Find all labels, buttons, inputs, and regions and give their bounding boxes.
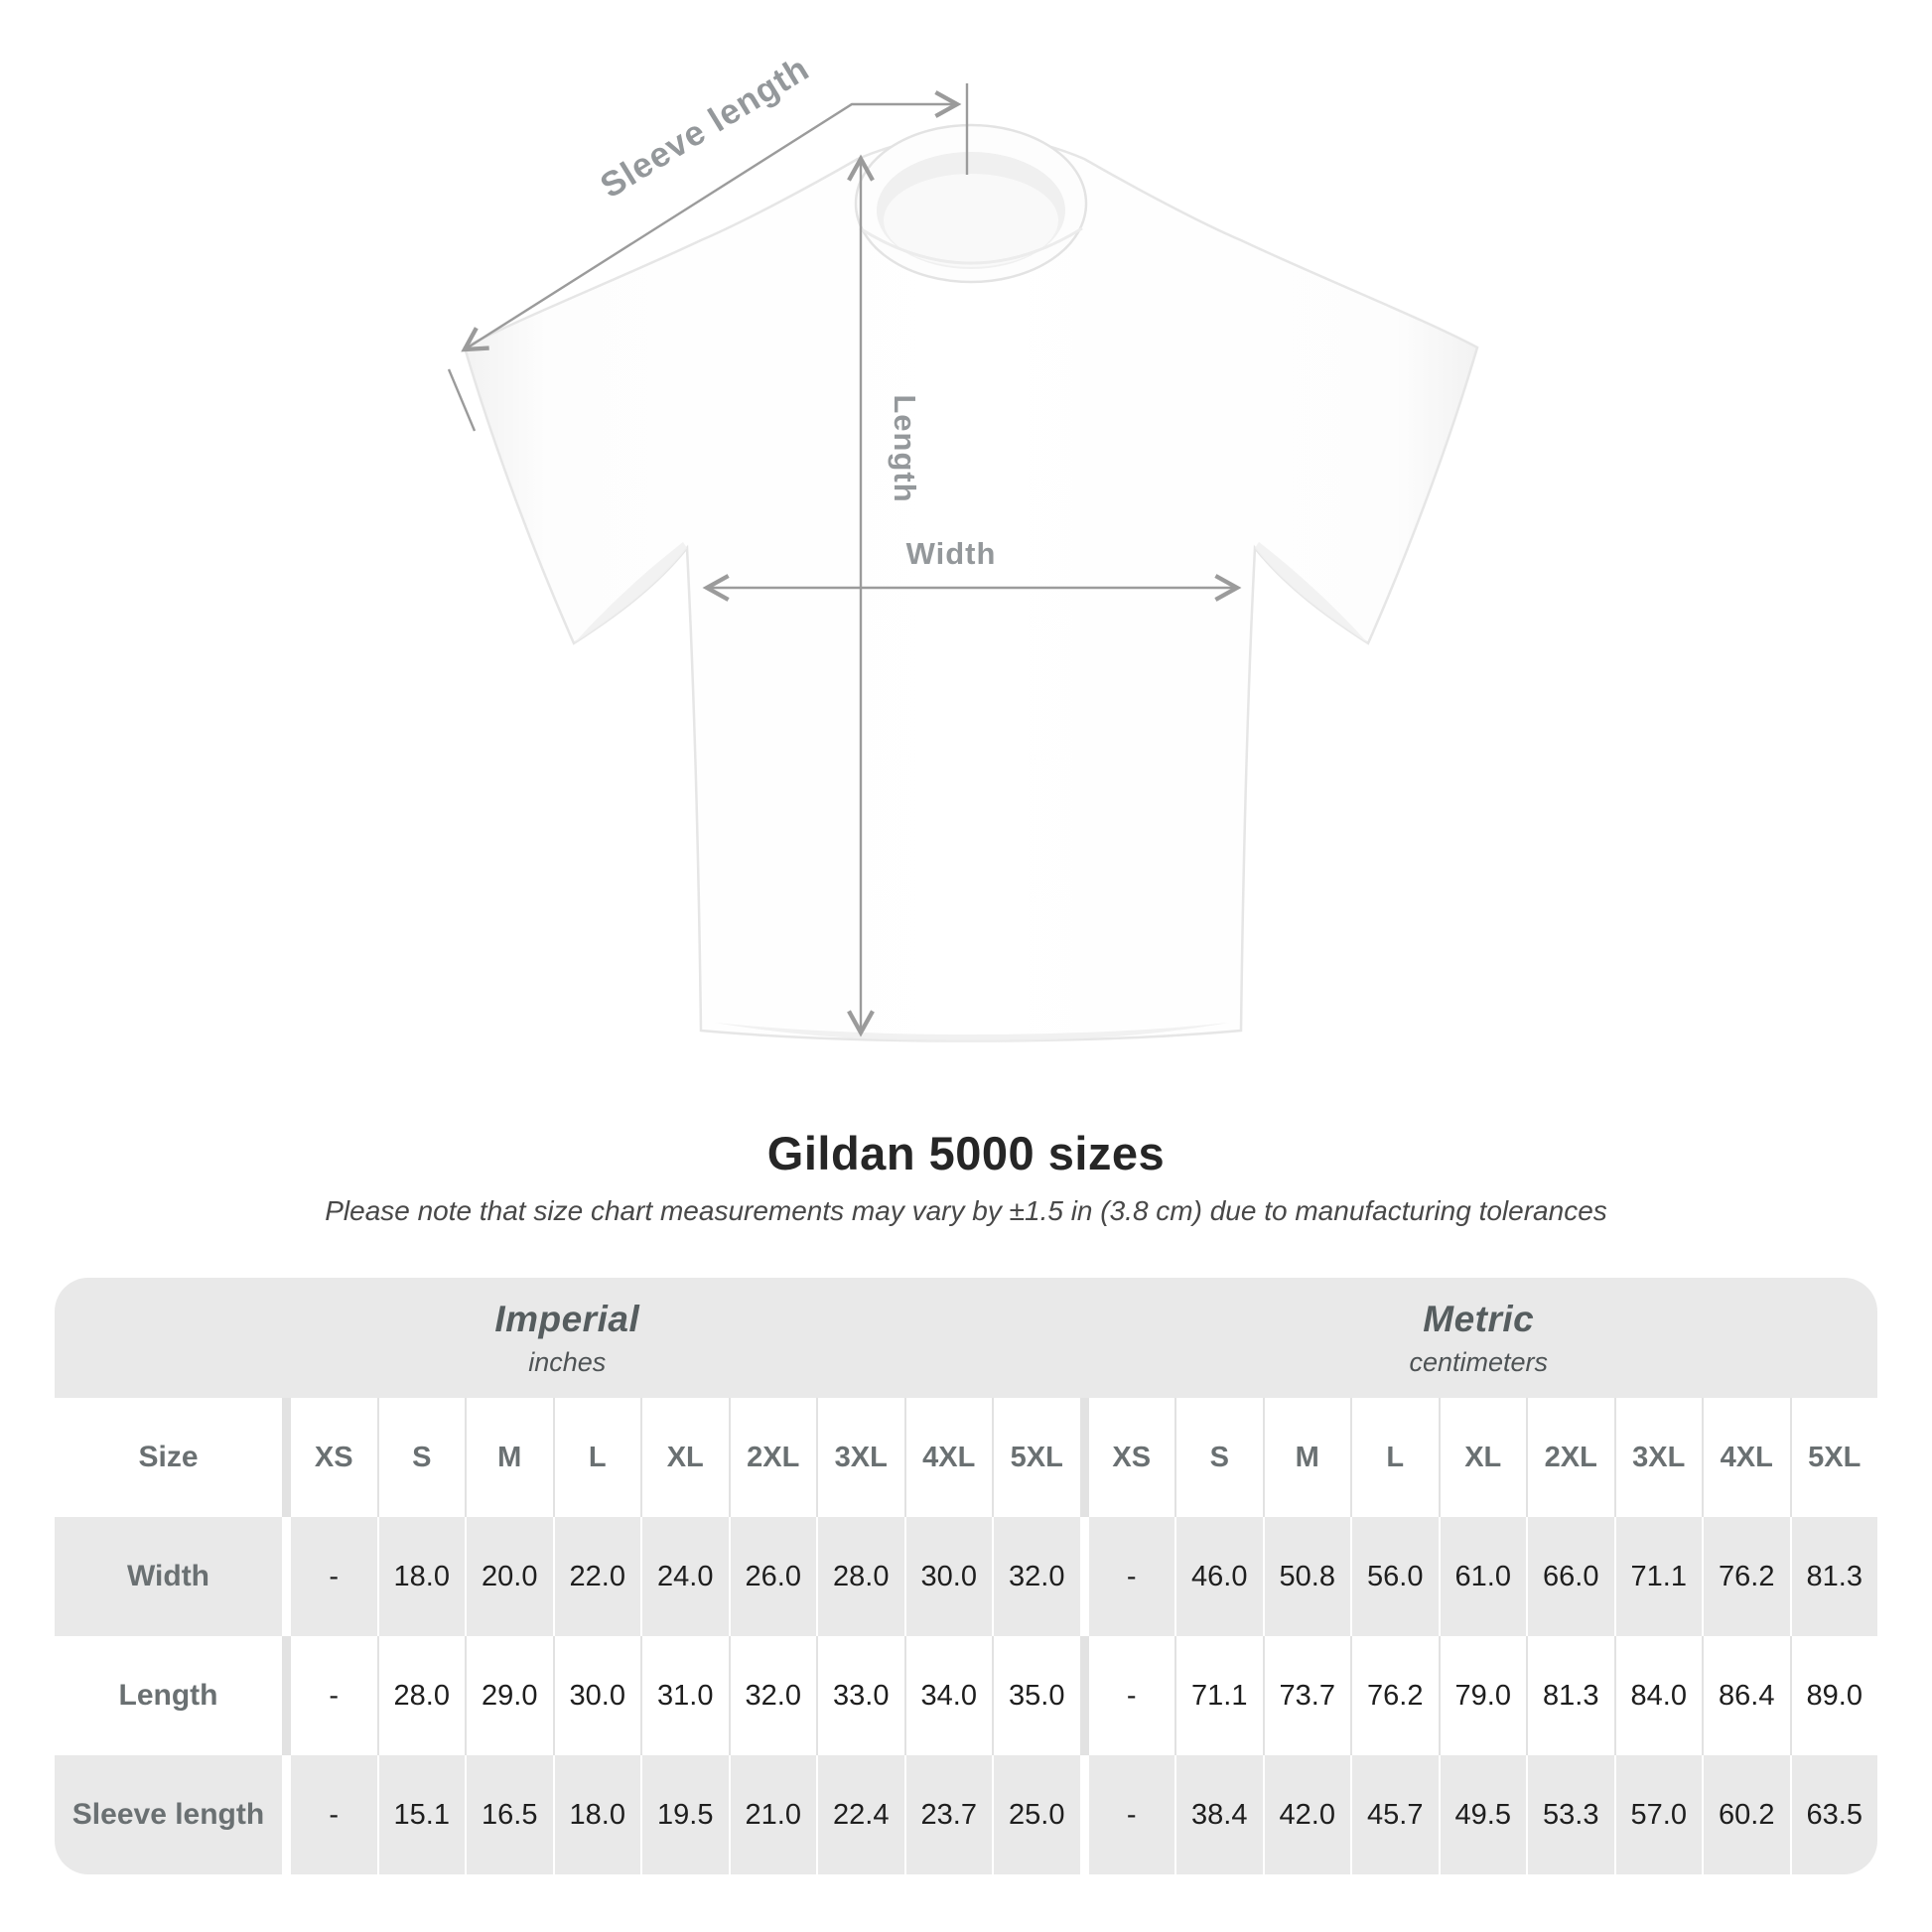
sleeve-length-row	[55, 1755, 1877, 1874]
size-col-header: 2XL	[1526, 1398, 1614, 1517]
size-col-header: 5XL	[1790, 1398, 1878, 1517]
value-cell: 60.2	[1702, 1755, 1790, 1874]
size-chart-table	[55, 1278, 1877, 1874]
size-col-header: L	[1350, 1398, 1439, 1517]
value-cell: 15.1	[377, 1755, 466, 1874]
size-col-header: 4XL	[904, 1398, 993, 1517]
row-label: Width	[126, 1560, 210, 1592]
size-col-header: XS	[1080, 1398, 1175, 1517]
value-cell: 61.0	[1439, 1517, 1527, 1636]
size-col-header: XL	[1439, 1398, 1527, 1517]
metric-label: Metric	[1423, 1298, 1535, 1339]
value-cell: 24.0	[640, 1517, 729, 1636]
value-cell: 81.3	[1790, 1517, 1878, 1636]
value-cell: 29.0	[465, 1636, 553, 1755]
row-label: Sleeve length	[71, 1798, 265, 1831]
size-col-header: XS	[282, 1398, 377, 1517]
value-cell: 32.0	[729, 1636, 817, 1755]
value-cell: 46.0	[1174, 1517, 1263, 1636]
length-row	[55, 1636, 1877, 1755]
value-cell: 32.0	[992, 1517, 1080, 1636]
value-cell: 20.0	[465, 1517, 553, 1636]
unit-header-row	[55, 1278, 1877, 1398]
size-col-header: XL	[640, 1398, 729, 1517]
imperial-label: Imperial	[494, 1298, 640, 1339]
value-cell: 33.0	[816, 1636, 904, 1755]
value-cell: 31.0	[640, 1636, 729, 1755]
size-header-row	[55, 1398, 1877, 1517]
value-cell: 49.5	[1439, 1755, 1527, 1874]
sleeve-end-tick	[449, 369, 475, 431]
value-cell: 18.0	[377, 1517, 466, 1636]
value-cell: 76.2	[1702, 1517, 1790, 1636]
size-col-header: 3XL	[816, 1398, 904, 1517]
value-cell: 22.0	[553, 1517, 641, 1636]
size-col-header: M	[465, 1398, 553, 1517]
size-col-header: 5XL	[992, 1398, 1080, 1517]
value-cell: 38.4	[1174, 1755, 1263, 1874]
value-cell: 28.0	[377, 1636, 466, 1755]
value-cell: 89.0	[1790, 1636, 1878, 1755]
size-col-header: 3XL	[1614, 1398, 1703, 1517]
sleeve-length-label: Sleeve length	[594, 49, 816, 207]
value-cell: -	[1080, 1517, 1175, 1636]
value-cell: 19.5	[640, 1755, 729, 1874]
t-shirt-graphic	[465, 125, 1477, 1042]
size-col-header: 4XL	[1702, 1398, 1790, 1517]
value-cell: 63.5	[1790, 1755, 1878, 1874]
tolerance-note: Please note that size chart measurements may vary by ±1.5 in (3.8 cm) due to manufacturing tolerances	[325, 1195, 1607, 1226]
width-label: Width	[905, 536, 997, 571]
value-cell: 45.7	[1350, 1755, 1439, 1874]
value-cell: 66.0	[1526, 1517, 1614, 1636]
value-cell: 28.0	[816, 1517, 904, 1636]
size-col-header: 2XL	[729, 1398, 817, 1517]
row-label: Length	[118, 1679, 218, 1712]
value-cell: 57.0	[1614, 1755, 1703, 1874]
length-label: Length	[888, 394, 922, 503]
size-col-header: S	[1174, 1398, 1263, 1517]
size-col-header: M	[1263, 1398, 1351, 1517]
width-row	[55, 1517, 1877, 1636]
metric-header	[1080, 1278, 1877, 1398]
value-cell: -	[282, 1636, 377, 1755]
size-col-header: L	[553, 1398, 641, 1517]
value-cell: 81.3	[1526, 1636, 1614, 1755]
value-cell: 71.1	[1174, 1636, 1263, 1755]
value-cell: -	[1080, 1755, 1175, 1874]
value-cell: -	[282, 1755, 377, 1874]
value-cell: 23.7	[904, 1755, 993, 1874]
metric-unit-label: centimeters	[1409, 1346, 1549, 1377]
value-cell: 18.0	[553, 1755, 641, 1874]
value-cell: 86.4	[1702, 1636, 1790, 1755]
row-label: Size	[138, 1441, 199, 1473]
value-cell: 21.0	[729, 1755, 817, 1874]
value-cell: 16.5	[465, 1755, 553, 1874]
imperial-unit-label: inches	[528, 1346, 607, 1377]
value-cell: 26.0	[729, 1517, 817, 1636]
value-cell: -	[1080, 1636, 1175, 1755]
value-cell: 56.0	[1350, 1517, 1439, 1636]
value-cell: 35.0	[992, 1636, 1080, 1755]
value-cell: 42.0	[1263, 1755, 1351, 1874]
value-cell: 30.0	[904, 1517, 993, 1636]
value-cell: 25.0	[992, 1755, 1080, 1874]
value-cell: 79.0	[1439, 1636, 1527, 1755]
value-cell: 84.0	[1614, 1636, 1703, 1755]
value-cell: 30.0	[553, 1636, 641, 1755]
value-cell: 73.7	[1263, 1636, 1351, 1755]
value-cell: 50.8	[1263, 1517, 1351, 1636]
page-title: Gildan 5000 sizes	[766, 1127, 1166, 1179]
value-cell: 76.2	[1350, 1636, 1439, 1755]
value-cell: 34.0	[904, 1636, 993, 1755]
value-cell: -	[282, 1517, 377, 1636]
value-cell: 53.3	[1526, 1755, 1614, 1874]
value-cell: 71.1	[1614, 1517, 1703, 1636]
size-col-header: S	[377, 1398, 466, 1517]
value-cell: 22.4	[816, 1755, 904, 1874]
imperial-header	[55, 1278, 1080, 1398]
